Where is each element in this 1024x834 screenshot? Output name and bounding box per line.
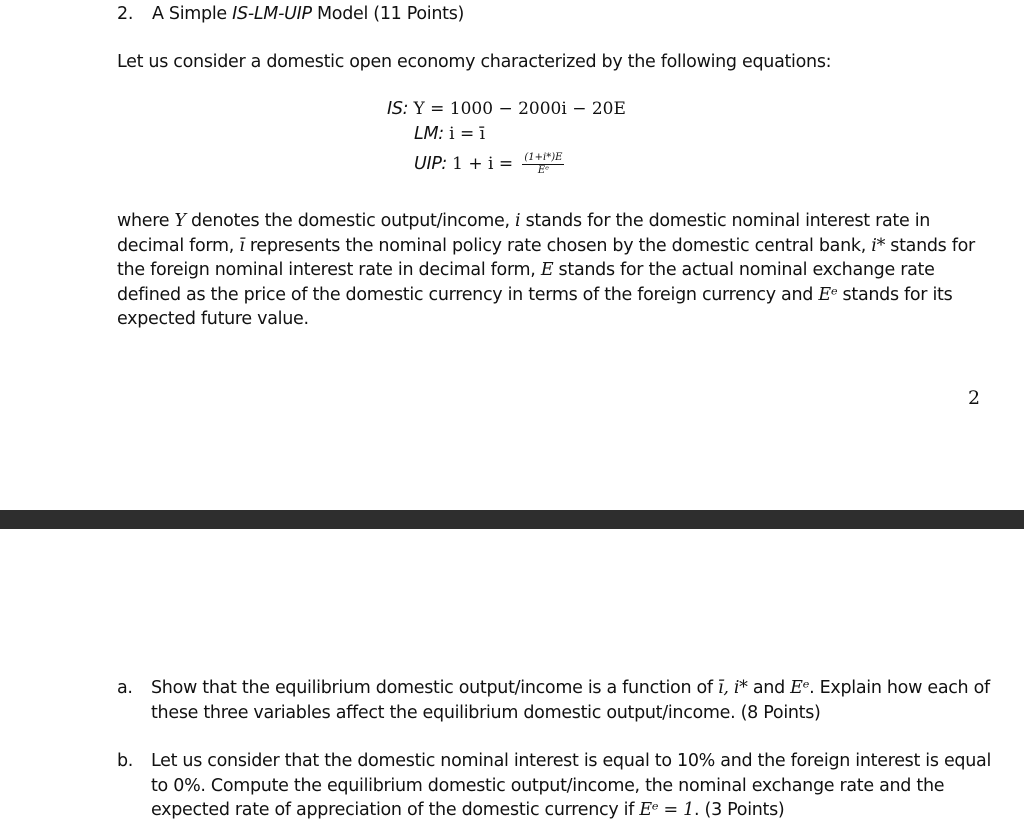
item-a-label: a. [117,678,133,698]
text-run: stands for the domestic nominal interest rate in decimal form, [117,211,931,256]
intro-text: Let us consider a domestic open economy characterized by the following equations: [117,52,832,72]
text-run: . (3 Points) [694,800,785,820]
math-symbol: Eᵉ [790,678,810,698]
is-expression: Y = 1000 − 2000i − 20E [413,99,626,119]
page-2 [0,529,1024,834]
variable-description [117,209,997,332]
title-suffix: Model (11 Points) [311,4,465,24]
page-separator [0,510,1024,529]
math-symbol: E [540,260,554,280]
text-run: . Explain how each of these three variables affect the equilibrium domestic output/income. (8 Points) [151,678,990,723]
uip-denominator: Eᵉ [537,165,549,176]
page-number: 2 [968,387,981,409]
text-run: stands for its expected future value. [117,284,953,329]
item-b-text [151,749,1001,823]
uip-label: UIP: [414,154,447,174]
text-run: stands for the actual nominal exchange rate defined as the price of the domestic currency in terms of the foreign currency and [117,260,935,305]
text-run: Let us consider that the domestic nominal interest is equal to 10% and the foreign interest is equal to 0%. Compute the equilibrium domestic output/income, the nominal exchange rate and the expected rate of appreciation of the domestic currency if [151,751,992,820]
uip-fraction [522,152,564,177]
text-run: denotes the domestic output/income, [185,211,516,231]
math-symbol: Eᵉ = 1 [639,800,695,820]
uip-equation [414,152,564,177]
math-symbol: Eᵉ [818,284,838,305]
text-run: represents the nominal policy rate chosen by the domestic central bank, [244,235,872,256]
lm-label: LM: [414,124,444,144]
title-model: IS-LM-UIP [232,4,312,24]
math-symbol: i [515,211,521,231]
text-run: and [747,678,791,698]
text-run: where [117,211,175,231]
item-a-text [151,676,1001,725]
lm-expression: i = ī [449,124,486,144]
math-symbol: ī, i* [718,678,748,698]
math-symbol: ī [239,235,245,256]
is-label: IS: [387,99,409,119]
math-symbol: Y [174,211,186,231]
text-run: Show that the equilibrium domestic output/income is a function of [151,678,719,698]
uip-numerator: (1+i*)E [524,152,563,163]
question-title [152,4,464,24]
title-prefix: A Simple [152,4,233,24]
lm-equation [414,124,485,144]
text-run: stands for the foreign nominal interest rate in decimal form, [117,235,975,280]
item-b-label: b. [117,751,134,771]
is-equation [387,99,626,119]
question-number: 2. [117,4,134,24]
math-symbol: i* [871,235,886,256]
uip-lhs: 1 + i = [452,154,514,174]
